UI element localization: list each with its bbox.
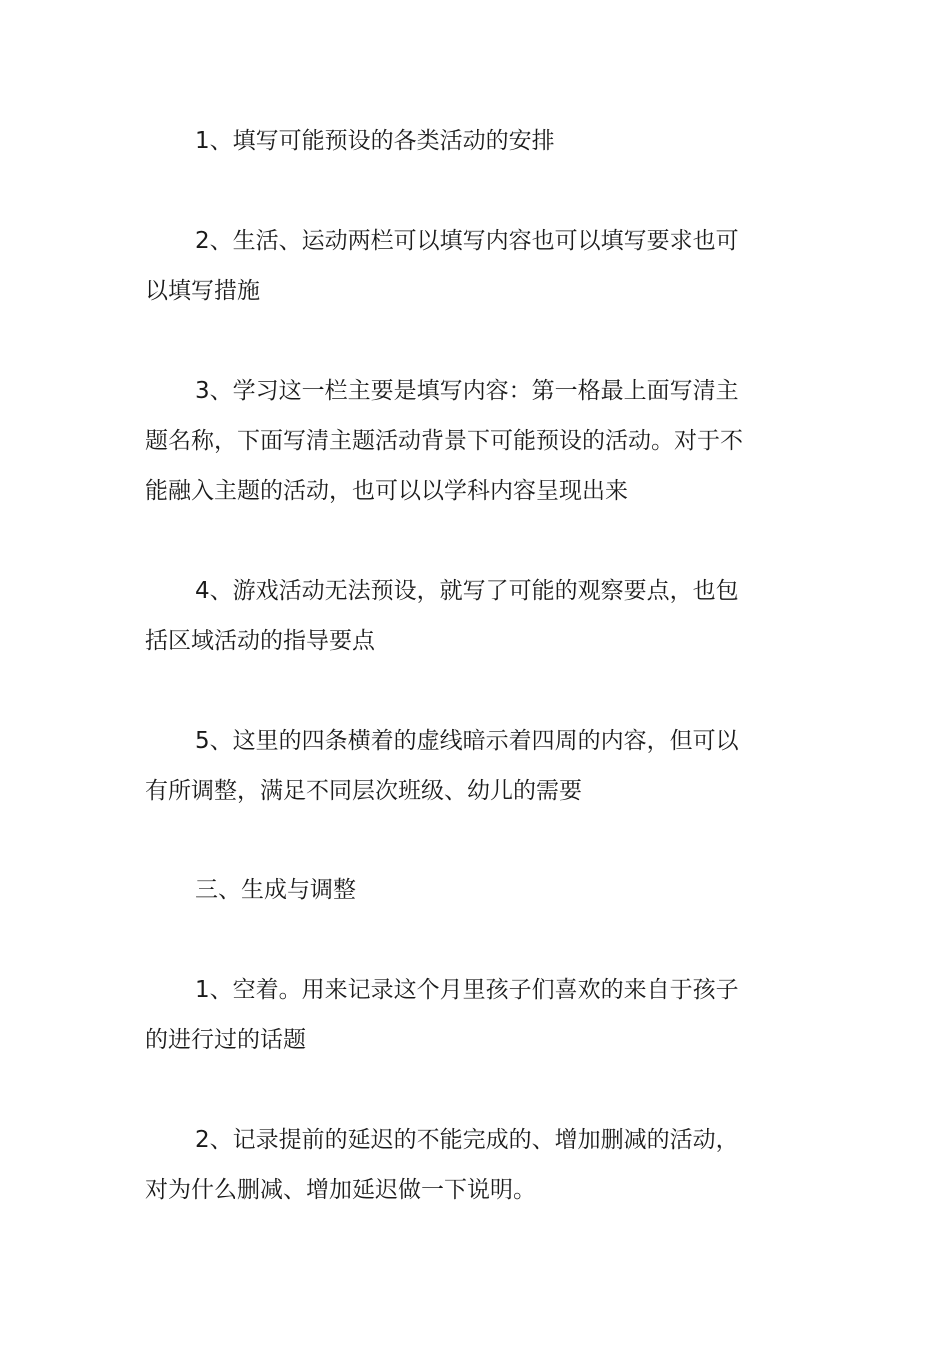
paragraph-line: 3、学习这一栏主要是填写内容：第一格最上面写清主: [195, 378, 739, 404]
paragraph-item-2-record-changes: [145, 1115, 745, 1215]
paragraph-line: 括区域活动的指导要点: [145, 628, 375, 654]
paragraph-item-3-learning: [145, 366, 745, 516]
paragraph-line: 2、生活、运动两栏可以填写内容也可以填写要求也可: [195, 228, 739, 254]
paragraph-line: 4、游戏活动无法预设，就写了可能的观察要点，也包: [195, 578, 739, 604]
paragraph-line: 能融入主题的活动，也可以以学科内容呈现出来: [145, 478, 628, 504]
section-heading-generation-adjustment: [145, 865, 745, 915]
paragraph-line: 的进行过的话题: [145, 1027, 306, 1053]
paragraph-item-4-games: [145, 566, 745, 666]
paragraph-line: 有所调整，满足不同层次班级、幼儿的需要: [145, 778, 582, 804]
paragraph-line: 1、填写可能预设的各类活动的安排: [195, 128, 555, 154]
paragraph-line: 5、这里的四条横着的虚线暗示着四周的内容，但可以: [195, 728, 739, 754]
paragraph-line: 1、空着。用来记录这个月里孩子们喜欢的来自于孩子: [195, 977, 739, 1003]
section-heading-text: 三、生成与调整: [195, 877, 356, 903]
paragraph-item-2-life-sports: [145, 216, 745, 316]
paragraph-line: 2、记录提前的延迟的不能完成的、增加删减的活动，: [195, 1127, 739, 1153]
paragraph-line: 题名称，下面写清主题活动背景下可能预设的活动。对于不: [145, 428, 743, 454]
paragraph-item-5-dashed-lines: [145, 716, 745, 816]
paragraph-item-1-fill-arrangement: [145, 116, 745, 166]
paragraph-line: 对为什么删减、增加延迟做一下说明。: [145, 1177, 536, 1203]
paragraph-line: 以填写措施: [145, 278, 260, 304]
paragraph-item-1-empty-topics: [145, 965, 745, 1065]
